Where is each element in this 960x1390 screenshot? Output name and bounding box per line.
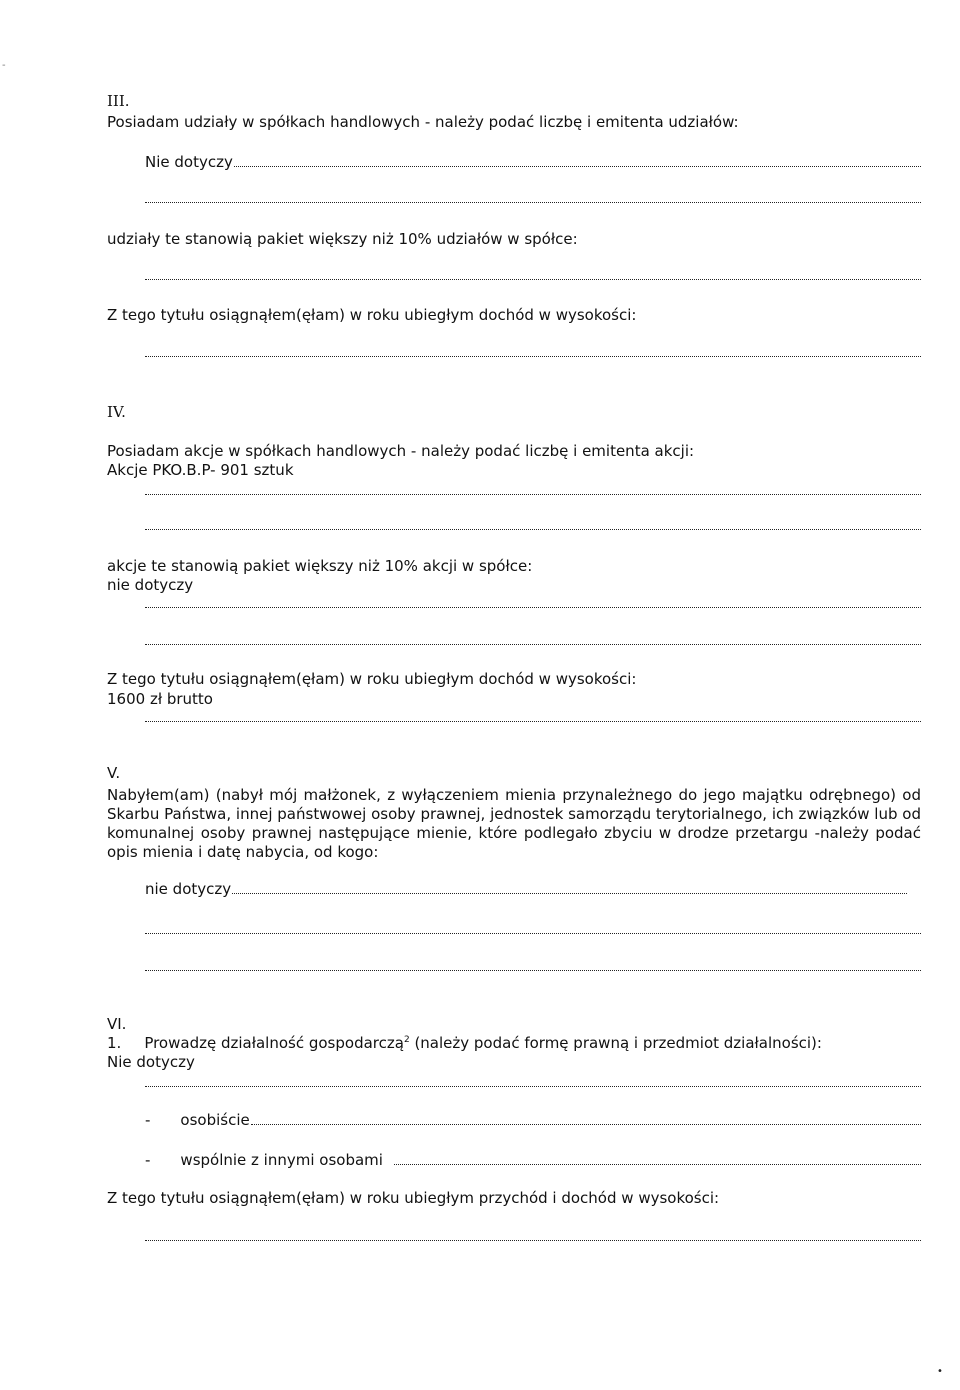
section-4-share-answer: nie dotyczy [107, 576, 194, 594]
section-4-share-blank-line [145, 644, 921, 645]
section-4-income-label: Z tego tytułu osiągnąłem(ęłam) w roku ubiegłym dochód w wysokości: [107, 670, 637, 688]
section-5-answer: nie dotyczy [145, 880, 232, 898]
section-6-answer: Nie dotyczy [107, 1053, 195, 1071]
section-3-share-label: udziały te stanowią pakiet większy niż 10% udziałów w spółce: [107, 230, 578, 248]
section-4-heading: Posiadam akcje w spółkach handlowych - należy podać liczbę i emitenta akcji: [107, 442, 695, 460]
section-6-item-text-after: (należy podać formę prawną i przedmiot działalności): [409, 1034, 822, 1052]
section-5-numeral: V. [107, 764, 121, 782]
section-4-share-label: akcje te stanowią pakiet większy niż 10% akcji w spółce: [107, 557, 533, 575]
section-6-income-label: Z tego tytułu osiągnąłem(ęłam) w roku ubiegłym przychód i dochód w wysokości: [107, 1189, 720, 1207]
section-4-income-answer: 1600 zł brutto [107, 690, 213, 708]
section-6-option-2: wspólnie z innymi osobami [180, 1151, 383, 1169]
section-4-answer-line [145, 494, 921, 495]
section-4-income-line [145, 721, 921, 722]
section-3-blank-line [145, 202, 921, 203]
section-3-answer: Nie dotyczy [145, 153, 233, 171]
section-3-heading: Posiadam udziały w spółkach handlowych - należy podać liczbę i emitenta udziałów: [107, 113, 739, 131]
section-5-answer-line [145, 880, 907, 898]
scan-speck: - [2, 60, 6, 71]
section-4-blank-line [145, 529, 921, 530]
section-3-answer-line [145, 153, 921, 171]
section-3-income-line [145, 356, 921, 357]
section-6-option-1-dash: - [145, 1111, 151, 1129]
section-6-option-2-line [145, 1151, 921, 1169]
section-6-answer-line [145, 1086, 921, 1087]
section-6-option-1: osobiście [180, 1111, 250, 1129]
footnote-marker: 2 [403, 1035, 410, 1045]
section-4-answer: Akcje PKO.B.P- 901 sztuk [107, 461, 294, 479]
section-3-income-label: Z tego tytułu osiągnąłem(ęłam) w roku ubiegłym dochód w wysokości: [107, 306, 637, 324]
section-5-blank-line-2 [145, 970, 921, 971]
section-5-blank-line-1 [145, 933, 921, 934]
section-6-item-text: Prowadzę działalność gospodarczą [144, 1034, 404, 1052]
section-3-share-line [145, 279, 921, 280]
scan-speck: • [937, 1366, 943, 1377]
section-4-share-line [145, 607, 921, 608]
section-4-numeral: IV. [107, 403, 126, 421]
section-6-item [107, 1034, 822, 1052]
section-6-numeral: VI. [107, 1015, 127, 1033]
section-6-income-line [145, 1240, 921, 1241]
section-3-numeral: III. [107, 92, 130, 110]
section-5-paragraph: Nabyłem(am) (nabył mój małżonek, z wyłączeniem mienia przynależnego do jego majątku odrębnego) od Skarbu Państwa, innej państwowej osoby prawnej, jednostek samorządu terytorialnego, ich związków lub od komunalnej osoby prawnej następujące mienie, które podlegało zbyciu w drodze przetargu -należy podać opis mienia i datę nabycia, od kogo: [107, 786, 921, 861]
section-6-option-2-dash: - [145, 1151, 151, 1169]
section-6-option-1-line [145, 1111, 921, 1129]
section-6-item-number: 1. [107, 1034, 122, 1052]
